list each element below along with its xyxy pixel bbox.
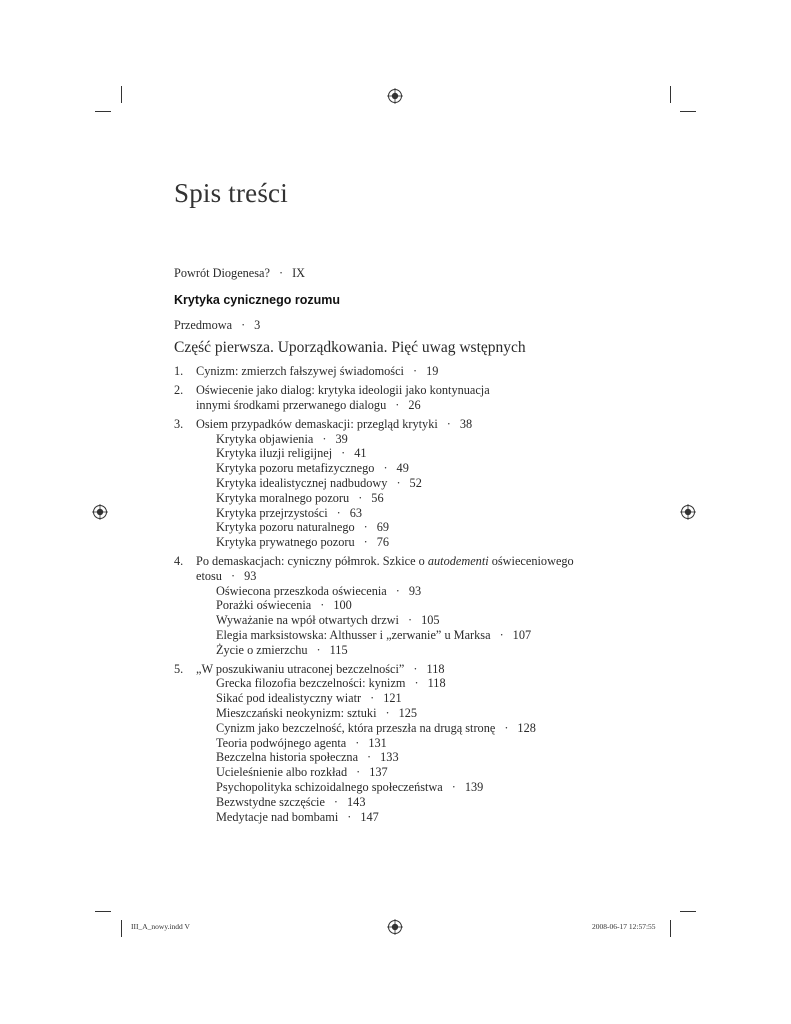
registration-mark-right	[680, 504, 696, 520]
toc-entry-label: Grecka filozofia bezczelności: kynizm	[216, 676, 406, 691]
toc-chapter-title-line: Po demaskacjach: cyniczny półmrok. Szkice o autodementi oświeceniowego	[196, 553, 574, 568]
toc-entry-page: 125	[398, 705, 418, 720]
toc-entry-page: 105	[421, 613, 440, 628]
toc-subentry	[196, 491, 594, 506]
toc-chapter-number: 3.	[174, 416, 184, 431]
toc-entry-label: Psychopolityka schizoidalnego społeczeństwa	[216, 779, 443, 794]
toc-entry-page: 143	[347, 794, 366, 809]
toc-separator: ·	[499, 627, 504, 642]
crop-mark-top-right-h	[680, 111, 696, 112]
toc-separator: ·	[451, 779, 456, 794]
toc-chapter	[174, 364, 594, 379]
toc-entry-page: 56	[371, 490, 384, 505]
toc-chapter-title-line: etosu · 93	[196, 568, 257, 583]
toc-entry-page: 107	[512, 627, 532, 642]
toc-entry-label: Krytyka przejrzystości	[216, 505, 328, 520]
registration-mark-top	[387, 88, 403, 104]
section-heading: Krytyka cynicznego rozumu	[174, 292, 341, 307]
toc-chapter	[174, 383, 594, 413]
toc-separator: ·	[363, 535, 368, 550]
toc-chapter	[174, 662, 594, 825]
toc-entry-page: 133	[380, 750, 399, 765]
toc-chapter	[174, 417, 594, 550]
toc-chapter-number: 4.	[174, 553, 184, 568]
toc-entry-label: Teoria podwójnego agenta	[216, 735, 347, 750]
toc-entry-label: Powrót Diogenesa?	[174, 266, 270, 280]
toc-entry-preface	[174, 318, 594, 333]
toc-entry-page: 147	[360, 809, 379, 824]
chapter-list	[174, 364, 594, 824]
toc-entry-label: Krytyka pozoru metafizycznego	[216, 461, 375, 476]
toc-separator: ·	[355, 735, 360, 750]
toc-subentry	[196, 736, 594, 751]
toc-entry-page: 93	[244, 568, 257, 583]
toc-entry-page: 139	[464, 779, 484, 794]
toc-separator: ·	[396, 475, 401, 490]
toc-subentry	[196, 520, 594, 535]
toc-entry-page: 39	[335, 431, 348, 446]
toc-entry-page: 63	[349, 505, 363, 520]
toc-subentry	[196, 598, 594, 613]
toc-entry-page: 118	[427, 676, 446, 691]
toc-entry-label: Elegia marksistowska: Althusser i „zerwanie” u Marksa	[216, 627, 491, 642]
toc-separator: ·	[363, 520, 368, 535]
slug-timestamp: 2008-06-17 12:57:55	[592, 922, 656, 931]
toc-entry-label: Krytyka iluzji religijnej	[216, 446, 333, 461]
toc-entry-page: 128	[517, 720, 536, 735]
toc-entry-label: Krytyka pozoru naturalnego	[216, 520, 355, 535]
toc-chapter-title-line: Cynizm: zmierzch fałszywej świadomości · 19	[196, 364, 439, 379]
toc-chapter-number: 1.	[174, 364, 184, 379]
toc-separator: ·	[278, 266, 284, 280]
toc-entry-page: 76	[376, 535, 390, 550]
toc-separator: ·	[367, 750, 372, 765]
toc-entry-page: 93	[408, 583, 422, 598]
toc-italic-term: autodementi	[427, 553, 489, 568]
toc-entry-page: 121	[383, 691, 402, 706]
toc-separator: ·	[347, 809, 352, 824]
toc-entry-label: Porażki oświecenia	[216, 598, 312, 613]
toc-subentry	[196, 476, 594, 491]
toc-separator: ·	[356, 765, 361, 780]
toc-separator: ·	[241, 317, 246, 332]
toc-subentry	[196, 795, 594, 810]
toc-subentry	[196, 706, 594, 721]
crop-mark-bottom-right-v	[670, 920, 671, 937]
toc-entry-label: Przedmowa	[174, 317, 233, 332]
toc-separator: ·	[412, 364, 418, 379]
page-title: Spis treści	[174, 178, 288, 208]
slug-filename: III_A_nowy.indd V	[131, 922, 190, 931]
toc-entry-label: Krytyka moralnego pozoru	[216, 490, 350, 505]
toc-subentry	[196, 721, 594, 736]
toc-separator: ·	[504, 720, 509, 735]
toc-separator: ·	[395, 397, 400, 412]
toc-separator: ·	[413, 661, 418, 676]
toc-chapter	[174, 554, 594, 658]
toc-entry-page: IX	[292, 266, 306, 280]
toc-entry-page: 115	[329, 642, 348, 657]
crop-mark-top-left-h	[95, 111, 111, 112]
toc-separator: ·	[336, 505, 341, 520]
toc-entry-page: 38	[459, 416, 473, 431]
toc-subentry	[196, 506, 594, 521]
toc-entry-label: Wyważanie na wpół otwartych drzwi	[216, 613, 399, 628]
toc-subentry	[196, 535, 594, 550]
toc-entry-label: Krytyka objawienia	[216, 431, 314, 446]
crop-mark-bottom-left-v	[121, 920, 122, 937]
toc-separator: ·	[370, 691, 375, 706]
registration-mark-bottom	[387, 919, 403, 935]
toc-separator: ·	[407, 613, 413, 628]
toc-separator: ·	[414, 676, 419, 691]
toc-entry-page: 19	[426, 364, 439, 379]
crop-mark-bottom-left-h	[95, 911, 111, 912]
toc-separator: ·	[333, 794, 339, 809]
toc-entry-page: 69	[376, 520, 390, 535]
toc-subentry	[196, 643, 594, 658]
toc-entry-page: 49	[396, 461, 409, 476]
toc-entry-page: 118	[426, 661, 445, 676]
toc-entry-page: 41	[354, 446, 367, 461]
toc-subentry	[196, 691, 594, 706]
part-title: Część pierwsza. Uporządkowania. Pięć uwag wstępnych	[174, 339, 526, 357]
registration-mark-left	[92, 504, 108, 520]
toc-separator: ·	[322, 431, 327, 446]
toc-entry-label: Bezwstydne szczęście	[216, 794, 325, 809]
toc-entry-page: 100	[333, 598, 352, 613]
toc-entry-page: 3	[254, 317, 261, 332]
table-of-contents	[174, 266, 594, 828]
toc-chapter-title-line: Oświecenie jako dialog: krytyka ideologii jako kontynuacja	[196, 383, 490, 398]
toc-entry-front	[174, 266, 594, 281]
toc-chapter-title-line: „W poszukiwaniu utraconej bezczelności” · 118	[196, 661, 445, 676]
toc-entry-label: Krytyka idealistycznej nadbudowy	[216, 475, 388, 490]
crop-mark-top-right-v	[670, 86, 671, 103]
toc-chapter-number: 2.	[174, 383, 184, 398]
toc-subentry	[196, 628, 594, 643]
toc-separator: ·	[316, 642, 321, 657]
toc-separator: ·	[446, 416, 451, 431]
toc-chapter-title-line: Osiem przypadków demaskacji: przegląd krytyki · 38	[196, 416, 473, 431]
toc-entry-page: 131	[368, 735, 387, 750]
toc-separator: ·	[358, 490, 363, 505]
toc-subentry	[196, 461, 594, 476]
toc-entry-label: Mieszczański neokynizm: sztuki	[216, 705, 377, 720]
toc-subentry	[196, 432, 594, 447]
toc-entry-label: Cynizm jako bezczelność, która przeszła na drugą stronę	[216, 720, 496, 735]
crop-mark-top-left-v	[121, 86, 122, 103]
toc-subentry	[196, 613, 594, 628]
toc-entry-label: Sikać pod idealistyczny wiatr	[216, 691, 362, 706]
toc-entry-label: Oświecona przeszkoda oświecenia	[216, 583, 387, 598]
toc-subentry	[196, 810, 594, 825]
toc-entry-label: Ucieleśnienie albo rozkład	[216, 765, 348, 780]
toc-separator: ·	[320, 598, 325, 613]
toc-chapter-title-line: innymi środkami przerwanego dialogu · 26	[196, 397, 421, 412]
toc-subentry	[196, 676, 594, 691]
toc-entry-label: Bezczelna historia społeczna	[216, 750, 359, 765]
toc-separator: ·	[385, 705, 390, 720]
toc-separator: ·	[395, 583, 400, 598]
toc-entry-page: 52	[409, 475, 422, 490]
toc-entry-label: Medytacje nad bombami	[216, 809, 339, 824]
toc-chapter-number: 5.	[174, 661, 184, 676]
toc-entry-page: 26	[408, 397, 421, 412]
toc-subentry	[196, 584, 594, 599]
toc-separator: ·	[383, 461, 388, 476]
toc-entry-page: 137	[369, 765, 388, 780]
toc-separator: ·	[230, 568, 236, 583]
crop-mark-bottom-right-h	[680, 911, 696, 912]
toc-separator: ·	[341, 446, 346, 461]
toc-subentry	[196, 765, 594, 780]
toc-subentry	[196, 780, 594, 795]
toc-entry-label: Życie o zmierzchu	[216, 642, 308, 657]
toc-subentry	[196, 750, 594, 765]
toc-subentry	[196, 446, 594, 461]
toc-entry-label: Krytyka prywatnego pozoru	[216, 535, 355, 550]
